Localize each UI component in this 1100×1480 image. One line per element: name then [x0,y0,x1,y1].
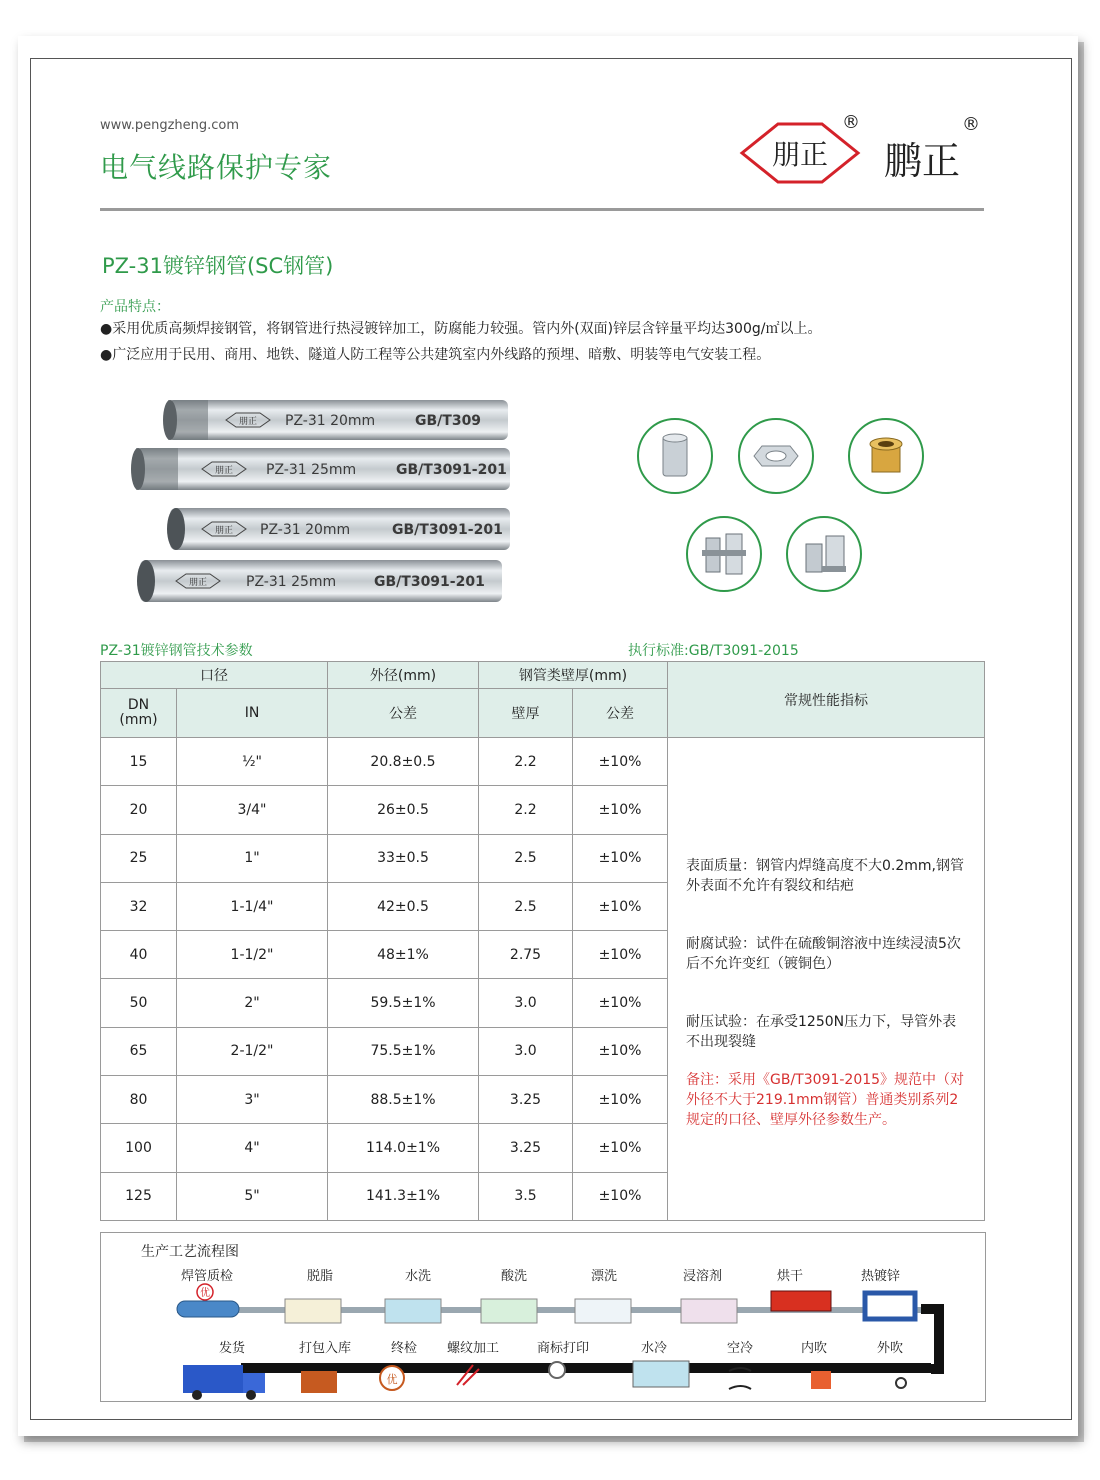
pipe-brand: 朋正 [214,526,234,536]
header-wall-thickness: 壁厚 [479,689,573,738]
cell-dn: 15 [101,738,177,786]
process-flow [100,1232,986,1402]
cell-dn: 32 [101,882,177,930]
quality-mark: 优 [386,1373,398,1386]
cell-od: 59.5±1% [328,979,479,1027]
table-header-row [101,662,985,689]
spec-note: 备注：采用《GB/T3091-2015》规范中（对外径不大于219.1mm钢管）普通类别系列2规定的口径、壁厚外径参数生产。 [686,1072,965,1128]
cell-dn: 65 [101,1027,177,1075]
cell-tolerance: ±10% [573,1124,668,1172]
cell-in: 2" [177,979,328,1027]
cell-dn: 25 [101,834,177,882]
features-label: 产品特点： [100,299,170,315]
table-row [101,738,985,786]
pipe-3 [167,508,510,550]
pipe-label: PZ-31 25mm [266,462,357,478]
flow-step: 终检 [391,1341,418,1356]
logo-name: 鹏正 [884,139,961,183]
quality-mark: 优 [200,1288,210,1299]
header-performance: 常规性能指标 [668,662,985,738]
spec-table [100,661,985,1221]
performance-corrosion: 耐腐试验：试件在硫酸铜溶液中连续浸渍5次后不允许变红（镀铜色） [686,936,961,972]
cell-od: 75.5±1% [328,1027,479,1075]
flow-step: 发货 [219,1341,246,1356]
feature-item: ●采用优质高频焊接钢管，将钢管进行热浸镀锌加工，防腐能力较强。管内外(双面)锌层含锌量平均达300g/㎡以上。 [100,321,822,337]
cell-in: 2-1/2" [177,1027,328,1075]
flow-step: 商标打印 [537,1341,590,1356]
cell-dn: 80 [101,1076,177,1124]
cell-dn: 20 [101,786,177,834]
spec-table-title: PZ-31镀锌钢管技术参数 [100,643,253,659]
flow-step: 酸洗 [501,1269,528,1284]
header-bore: 口径 [101,662,328,689]
flow-step: 热镀锌 [861,1269,901,1284]
pipe-std: GB/T309 [415,413,482,429]
cell-od: 26±0.5 [328,786,479,834]
cell-od: 88.5±1% [328,1076,479,1124]
cell-wall: 3.5 [479,1172,573,1220]
registered-mark: ® [962,114,980,135]
header-od-tolerance: 公差 [328,689,479,738]
cell-od: 20.8±0.5 [328,738,479,786]
coupling-icon [637,418,713,494]
header-wall: 钢管类壁厚(mm) [479,662,668,689]
pipe-1 [163,400,508,440]
cell-wall: 3.0 [479,1027,573,1075]
cell-tolerance: ±10% [573,1076,668,1124]
cell-tolerance: ±10% [573,882,668,930]
process-flow-diagram [101,1233,985,1401]
cell-wall: 3.25 [479,1124,573,1172]
flow-step: 空冷 [727,1341,754,1356]
flow-step: 内吹 [801,1341,828,1356]
flow-step: 漂洗 [591,1269,618,1284]
pipe-4 [137,560,502,602]
flow-step: 外吹 [877,1341,904,1356]
feature-item: ●广泛应用于民用、商用、地铁、隧道人防工程等公共建筑室内外线路的预埋、暗敷、明装等电气安装工程。 [100,347,771,363]
cell-od: 33±0.5 [328,834,479,882]
header-divider [100,208,984,211]
slogan: 电气线路保护专家 [100,151,333,184]
cell-wall: 2.5 [479,882,573,930]
pipe-label: PZ-31 25mm [246,574,337,590]
cell-in: 1-1/4" [177,882,328,930]
cell-in: 3/4" [177,786,328,834]
cell-od: 141.3±1% [328,1172,479,1220]
pipes-image [130,392,520,612]
cell-dn: 40 [101,931,177,979]
cell-in: 4" [177,1124,328,1172]
flow-step: 水冷 [641,1341,668,1356]
cell-dn: 50 [101,979,177,1027]
flow-step: 烘干 [777,1269,804,1284]
header-in: IN [177,689,328,738]
cell-od: 114.0±1% [328,1124,479,1172]
cell-tolerance: ±10% [573,786,668,834]
flow-step: 脱脂 [307,1269,334,1284]
flow-step: 打包入库 [299,1341,352,1356]
connector-icon [786,516,862,592]
cell-tolerance: ±10% [573,738,668,786]
cell-dn: 100 [101,1124,177,1172]
performance-pressure: 耐压试验：在承受1250N压力下，导管外表不出现裂缝 [686,1014,957,1050]
header-wall-tolerance: 公差 [573,689,668,738]
flow-step: 焊管质检 [181,1269,234,1284]
flow-step: 浸溶剂 [683,1269,723,1284]
cell-tolerance: ±10% [573,834,668,882]
cell-in: 5" [177,1172,328,1220]
pipe-std: GB/T3091-201 [392,522,503,538]
process-title: 生产工艺流程图 [141,1244,239,1260]
pipe-label: PZ-31 20mm [260,522,351,538]
cell-wall: 2.5 [479,834,573,882]
cell-tolerance: ±10% [573,1172,668,1220]
locknut-icon [738,418,814,494]
registered-mark: ® [842,112,860,133]
cell-wall: 2.75 [479,931,573,979]
spec-standard: 执行标准:GB/T3091-2015 [628,643,799,659]
performance-cell [668,738,985,1221]
pipe-brand: 朋正 [214,466,234,476]
brass-bushing-icon [848,418,924,494]
pipe-2 [131,448,510,490]
cell-wall: 2.2 [479,738,573,786]
cell-tolerance: ±10% [573,1027,668,1075]
website-url[interactable]: www.pengzheng.com [100,118,240,133]
pipe-brand: 朋正 [188,578,208,588]
cell-in: ½" [177,738,328,786]
header-od: 外径(mm) [328,662,479,689]
cell-in: 3" [177,1076,328,1124]
cell-od: 48±1% [328,931,479,979]
cell-wall: 3.25 [479,1076,573,1124]
cell-in: 1-1/2" [177,931,328,979]
pipe-brand: 朋正 [238,417,258,427]
split-coupling-icon [686,516,762,592]
cell-tolerance: ±10% [573,979,668,1027]
cell-wall: 3.0 [479,979,573,1027]
flow-step: 螺纹加工 [447,1341,500,1356]
cell-tolerance: ±10% [573,931,668,979]
pipe-std: GB/T3091-201 [396,462,507,478]
pipe-std: GB/T3091-201 [374,574,485,590]
header-dn: DN (mm) [101,689,177,738]
performance-surface: 表面质量：钢管内焊缝高度不大0.2mm,钢管外表面不允许有裂纹和结疤 [686,858,965,894]
pipe-label: PZ-31 20mm [285,413,376,429]
cell-od: 42±0.5 [328,882,479,930]
flow-step: 水洗 [405,1269,432,1284]
product-title: PZ-31镀锌钢管(SC钢管) [102,254,334,278]
cell-dn: 125 [101,1172,177,1220]
cell-wall: 2.2 [479,786,573,834]
logo-inner-text: 朋正 [771,138,829,171]
cell-in: 1" [177,834,328,882]
